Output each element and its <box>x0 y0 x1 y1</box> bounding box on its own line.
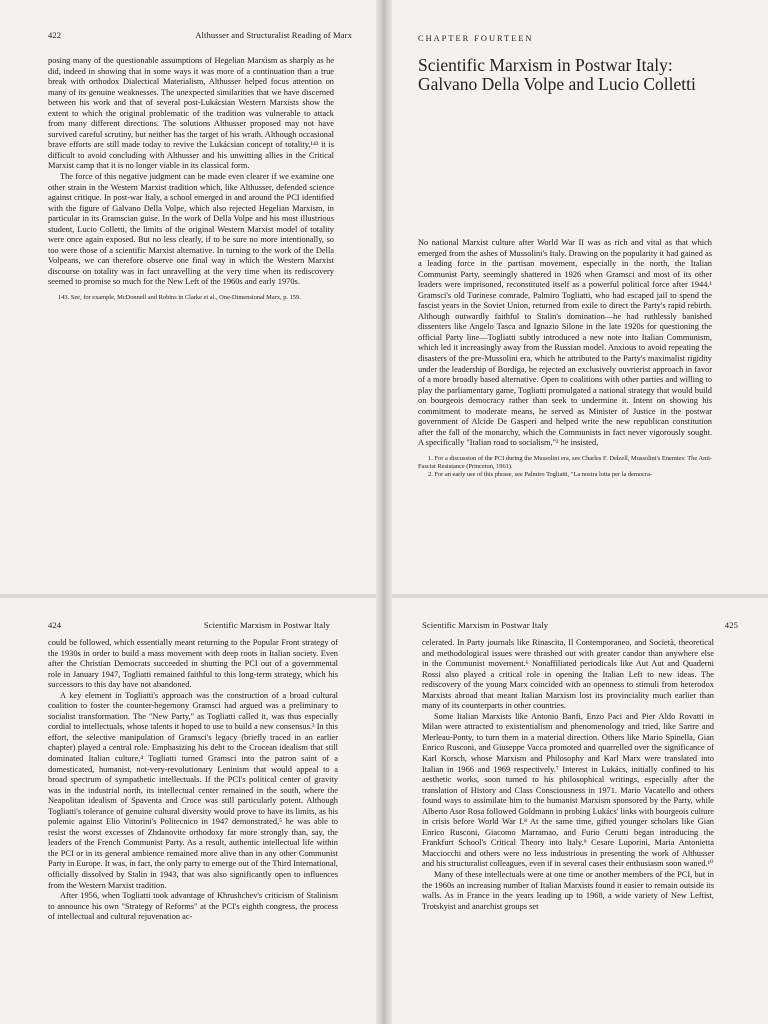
paragraph: After 1956, when Togliatti took advantage of Khrushchev's criticism of Stalinism to announce his own "Strategy of Reforms" at the PCI's eighth congress, the process of intellectual and cultural rejuvenation ac- <box>48 891 338 922</box>
running-title: Scientific Marxism in Postwar Italy <box>422 620 549 630</box>
footnotes <box>418 455 712 479</box>
footnote: 143. See, for example, McDonnell and Robins in Clarke et al., One-Dimensional Marx, p. 159. <box>58 294 301 302</box>
body-text <box>422 638 714 912</box>
running-title: Scientific Marxism in Postwar Italy <box>203 620 330 630</box>
footnotes <box>48 294 334 302</box>
chapter-title-line: Galvano Della Volpe and Lucio Colletti <box>418 74 696 94</box>
page-number: 425 <box>724 620 738 630</box>
page-number: 422 <box>48 30 62 40</box>
running-title: Althusser and Structuralist Reading of Marx <box>195 30 352 40</box>
footnote: 1. For a discussion of the PCI during the Mussolini era, see Charles F. Delzell, Mussolini's Enemies: The Anti-Fascist Resistance (Princeton, 1961). <box>418 454 712 470</box>
chapter-title-line: Scientific Marxism in Postwar Italy: <box>418 55 673 75</box>
page-424 <box>0 598 382 1024</box>
body-text <box>418 238 712 479</box>
page-425 <box>386 598 768 1024</box>
paragraph: posing many of the questionable assumptions of Hegelian Marxism as sharply as he did, indeed in showing that in some ways it was more of a continuation than a true break with orthodox Dialectical Materialism, Althusser helped focus attention on many of its genuine weaknesses. The unexpected similarities that we have discerned between his work and that of several post-Lukácsian Western Marxists show the extent to which the original problematic of the tradition was vulnerable to attack from many different directions. The solutions Althusser proposed may not have survived careful scrutiny, but neither has the target of his wrath. Although occasional brave efforts are still made today to revive the Lukácsian concept of totality,¹⁴³ it is difficult to avoid concluding with Althusser and his unwitting allies in the Critical Marxist camp that it is no longer viable in its classical form. <box>48 56 334 171</box>
body-text <box>48 638 338 923</box>
paragraph: Many of these intellectuals were at one time or another members of the PCI, but in the 1960s an increasing number of Italian Marxists found it easier to remain outside its walls. As in France in the years leading up to 1968, a wide variety of New Leftist, Trotskyist and anarchist groups set <box>422 870 714 911</box>
paragraph: No national Marxist culture after World War II was as rich and vital as that which emerged from the ashes of Mussolini's Italy. Drawing on the popularity it had gained as a leading force in the partisan movement, especially in the north, the Italian Communist Party, seemingly shattered in 1926 when Gramsci and most of its other leaders were imprisoned, reconstituted itself as a powerful political force after 1944.¹ Gramsci's old Turinese comrade, Palmiro Togliatti, who had escaped jail to spend the fascist years in the Soviet Union, returned from exile to direct the Party's rapid rebirth. Although outwardly faithful to Stalin's domination—he had ruthlessly banished dissenters like Angelo Tasca and Ignazio Silone in the late 1920s for questioning the official Party line—Togliatti subtly introduced a new note into Italian Communism, which led it increasingly away from the Russian model. Anxious to avoid repeating the disasters of the pre-Mussolini era, which he attributed to the Party's maximalist rigidity under the leadership of Bordiga, he rejected an exclusively ouvrierist approach in favor of a more broadly based alternative. Open to coalitions with other parties and willing to play the parliamentary game, Togliatti promulgated a national strategy that would build on bourgeois democracy rather than seek to undermine it. Intent on showing his commitment to moderate means, he served as Minister of Justice in the postwar government of Alcide De Gasperi and helped write the new republican constitution after the fall of the monarchy, which the Communists in fact never vigorously sought. A specifically "Italian road to socialism,"² he insisted, <box>418 238 712 448</box>
body-text <box>48 56 334 302</box>
chapter-label: CHAPTER FOURTEEN <box>418 34 534 43</box>
book-gutter <box>376 0 392 1024</box>
chapter-title <box>418 56 738 94</box>
paragraph: A key element in Togliatti's approach was the construction of a broad cultural coalition to foster the counter-hegemony Gramsci had argued was a preliminary to socialist transformation. The "New Party," as Togliatti called it, was thus especially cordial to intellectuals, whose talents it hoped to use to build a new consensus.³ In this effort, the selective manipulation of Gramsci's legacy (briefly traced in an earlier chapter) played a central role. Emphasizing his debt to the Crocean idealism that still dominated Italian culture,⁴ Togliatti turned Gramsci into the patron saint of a domesticated, humanist, not-very-revolutionary Leninism that would appeal to a broad spectrum of sympathetic intellectuals. If the PCI's political center of gravity was in the industrial north, its intellectual center remained in the south, where the Neapolitan idealism of Spaventa and Croce was still particularly potent. Although Togliatti's tolerance of genuine cultural diversity would prove to have its limits, as his polemic against Elio Vittorini's Politecnico in 1947 demonstrated,⁵ he was able to resist the worst excesses of Zhdanovite orthodoxy far more strongly than, say, the leaders of the French Communist Party. As a result, authentic intellectual life within the PCI or in its general ambience remained more alive than in any other Communist Party in Europe. It was, in fact, the only party to emerge out of the Third International, officially dissolved by Stalin in 1943, that was also significantly open to influences from the Western Marxist tradition. <box>48 690 338 890</box>
page-number: 424 <box>48 620 62 630</box>
paragraph: Some Italian Marxists like Antonio Banfi, Enzo Paci and Pier Aldo Rovatti in Milan were attracted to existentialism and phenomenology and tried, like Sartre and Merleau-Ponty, to turn them in a material direction. Others like Mario Spinella, Gian Enrico Rusconi, and Giuseppe Vacca promoted and quarrelled over the significance of Karl Korsch, whose Marxism and Philosophy and Karl Marx were translated into Italian in 1966 and 1969 respectively.⁷ Interest in Lukács, initially confined to his aesthetic works, soon turned to his philosophical writings, especially after the translation of History and Class Consciousness in 1971. Mario Vacatello and others found ways to assimilate him to the humanist Marxism sponsored by the Party, while Alberto Asor Rosa followed Goldmann in probing Lukács' links with bourgeois culture in crisis before World War I.⁸ At the same time, gifted younger scholars like Gian Enrico Rusconi, Giacomo Marramao, and Furio Cerutti began introducing the Frankfurt School's Critical Theory into Italy.⁹ Cesare Luporini, Maria Antonietta Macciocchi and others were no less industrious in presenting the work of Althusser and his structuralist colleagues, even if in several cases their enthusiasm soon waned.¹⁰ <box>422 711 714 869</box>
page-422 <box>0 0 382 594</box>
page-423 <box>386 0 768 594</box>
paragraph: celerated. In Party journals like Rinascita, Il Contemporaneo, and Società, theoretical and methodological issues were thrashed out with greater candor than anywhere else in the Communist movement.⁶ Nonaffiliated periodicals like Aut Aut and Quaderni Rossi also played a critical role in opening the Italian Left to new ideas. The rediscovery of the young Marx coincided with an openness to stimuli from heterodox Marxists abroad that meant Italian Marxism lost its provinciality much earlier than many of its counterparts in other countries. <box>422 638 714 711</box>
paragraph: could be followed, which essentially meant returning to the Popular Front strategy of the 1930s in order to build a mass movement with deep roots in Italian society. Even after the Christian Democrats succeeded in shutting the PCI out of a governmental role in January 1947, Togliatti remained faithful to this long-term strategy, which his successors to this day have not abandoned. <box>48 638 338 690</box>
paragraph: The force of this negative judgment can be made even clearer if we examine one other strain in the Western Marxist tradition which, like Althusser, defended science against critique. In post-war Italy, a school emerged in and around the PCI identified with the figure of Galvano Della Volpe, which also rejected Hegelian Marxism, in particular in its Gramscian guise. In the work of Della Volpe and his most illustrious student, Lucio Colletti, the limits of the original Western Marxist model of totality were once again exposed. But no less clearly, if to be sure no more intentionally, so too were those of a scientific Marxist alternative. In turning to the work of the Della Volpeans, we can therefore observe one final way in which the Western Marxist discourse on totality was in fact unravelling at the very time when its rediscovery seemed to promise so much for the New Left of the 1960s and early 1970s. <box>48 172 334 287</box>
footnote: 2. For an early use of this phrase, see Palmiro Togliatti, "La nostra lotta per la democra- <box>428 470 653 478</box>
